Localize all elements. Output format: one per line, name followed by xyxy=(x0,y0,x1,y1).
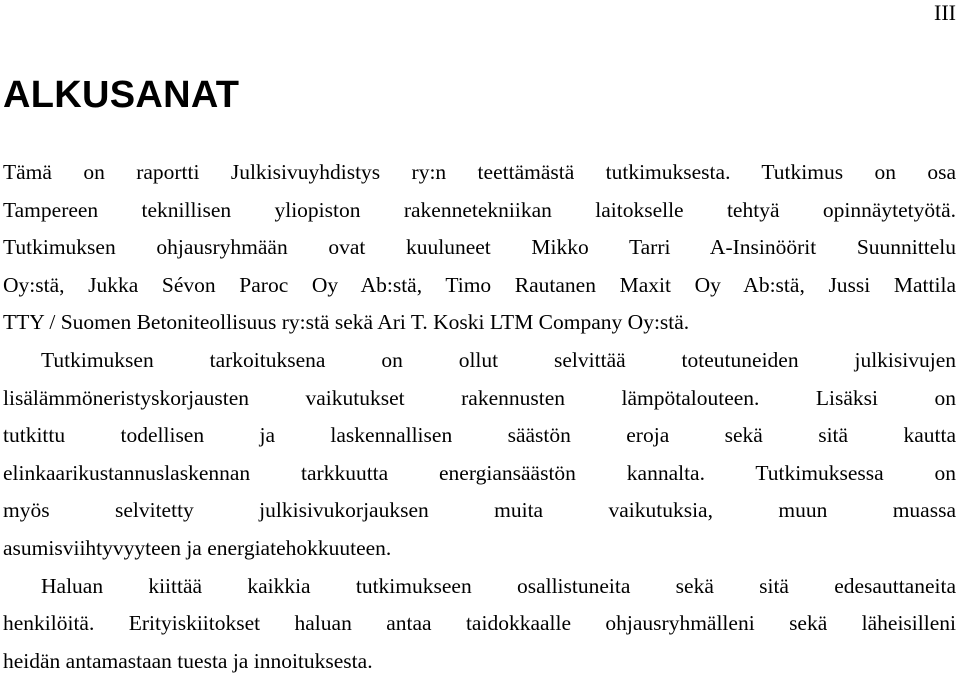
text-line: Haluan kiittää kaikkia tutkimukseen osallistuneita sekä sitä edesauttaneita xyxy=(41,573,956,598)
text-line: asumisviihtyvyyteen ja energiatehokkuuteen. xyxy=(3,535,392,560)
text-line: myös selvitetty julkisivukorjauksen muita vaikutuksia, muun muassa xyxy=(3,498,956,523)
text-line: Tutkimuksen ohjausryhmään ovat kuuluneet Mikko Tarri A-Insinöörit Suunnittelu xyxy=(3,235,956,260)
text-line: heidän antamastaan tuesta ja innoituksesta. xyxy=(3,648,373,673)
text-line: lisälämmöneristyskorjausten vaikutukset rakennusten lämpötalouteen. Lisäksi on xyxy=(3,385,956,410)
page-number: III xyxy=(934,0,956,25)
page-title: ALKUSANAT xyxy=(3,74,240,116)
text-line: henkilöitä. Erityiskiitokset haluan antaa taidokkaalle ohjausryhmälleni sekä läheisilleni xyxy=(3,611,956,636)
paragraph-purpose xyxy=(3,342,956,568)
text-line: tutkittu todellisen ja laskennallisen säästön eroja sekä sitä kautta xyxy=(3,423,956,448)
paragraph-intro xyxy=(3,154,956,342)
text-line: Tampereen teknillisen yliopiston rakennetekniikan laitokselle tehtyä opinnäytetyötä. xyxy=(3,197,956,222)
text-line: Tutkimuksen tarkoituksena on ollut selvittää toteutuneiden julkisivujen xyxy=(41,347,956,372)
body-text xyxy=(3,154,956,680)
text-line: TTY / Suomen Betoniteollisuus ry:stä sekä Ari T. Koski LTM Company Oy:stä. xyxy=(3,310,690,335)
text-line: elinkaarikustannuslaskennan tarkkuutta energiansäästön kannalta. Tutkimuksessa on xyxy=(3,460,956,485)
text-line: Tämä on raportti Julkisivuyhdistys ry:n teettämästä tutkimuksesta. Tutkimus on osa xyxy=(3,160,956,184)
paragraph-thanks xyxy=(3,568,956,680)
text-line: Oy:stä, Jukka Sévon Paroc Oy Ab:stä, Timo Rautanen Maxit Oy Ab:stä, Jussi Mattila xyxy=(3,272,956,297)
